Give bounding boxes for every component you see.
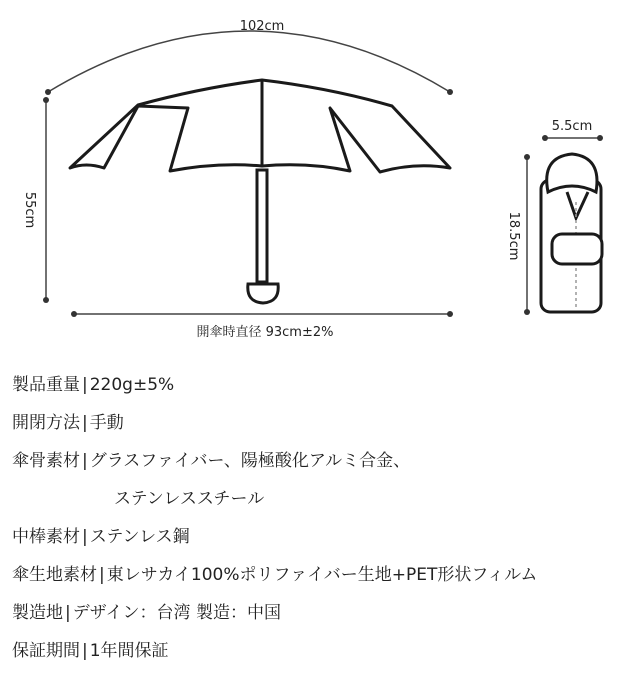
spec-label: 傘骨素材 [12, 451, 80, 471]
diameter-end-right [447, 311, 453, 317]
height-end-bottom [43, 297, 49, 303]
spec-row [12, 518, 632, 556]
spec-separator: | [82, 527, 88, 547]
spec-separator: | [82, 641, 88, 661]
folded-umbrella-handle [547, 154, 597, 192]
arc-end-left [45, 89, 51, 95]
folded-width-end-right [597, 135, 603, 141]
folded-umbrella-clasp [552, 234, 602, 264]
spec-label: 製造地 [12, 603, 63, 623]
arc-end-right [447, 89, 453, 95]
spec-value: 東レサカイ100%ポリファイバー生地+PET形状フィルム [106, 565, 538, 585]
spec-separator: | [65, 603, 71, 623]
folded-height-end-top [524, 154, 530, 160]
umbrella-shaft [257, 170, 267, 282]
spec-value: ステンレス鋼 [89, 527, 190, 547]
spec-separator: | [82, 375, 88, 395]
spec-row [12, 366, 632, 404]
spec-value: グラスファイバー、陽極酸化アルミ合金、 [89, 451, 411, 471]
spec-value: 220g±5% [89, 375, 175, 395]
folded-height-end-bottom [524, 309, 530, 315]
spec-separator: | [99, 565, 105, 585]
spec-row [12, 442, 632, 480]
spec-separator: | [82, 451, 88, 471]
spec-label: 製品重量 [12, 375, 80, 395]
diameter-end-left [71, 311, 77, 317]
spec-list [12, 366, 632, 670]
folded-height-label: 18.5cm [506, 211, 521, 261]
spec-row [12, 556, 632, 594]
umbrella-handle [248, 284, 278, 303]
spec-label: 開閉方法 [12, 413, 80, 433]
height-end-top [43, 97, 49, 103]
spec-value: デザイン：台湾 製造：中国 [72, 603, 281, 623]
width-label: 102cm [239, 19, 285, 34]
spec-separator: | [82, 413, 88, 433]
umbrella-canopy [70, 80, 450, 172]
height-label: 55cm [22, 191, 37, 229]
folded-width-label: 5.5cm [551, 119, 593, 134]
spec-label: 保証期間 [12, 641, 80, 661]
spec-value: ステンレススチール [114, 489, 265, 509]
diameter-label: 開傘時直径 93cm±2% [196, 325, 334, 340]
spec-row [12, 594, 632, 632]
spec-label: 中棒素材 [12, 527, 80, 547]
spec-row-continuation [12, 480, 632, 518]
spec-value: 1年間保証 [89, 641, 169, 661]
spec-row [12, 632, 632, 670]
spec-label: 傘生地素材 [12, 565, 97, 585]
folded-width-end-left [542, 135, 548, 141]
spec-row [12, 404, 632, 442]
spec-value: 手動 [89, 413, 124, 433]
